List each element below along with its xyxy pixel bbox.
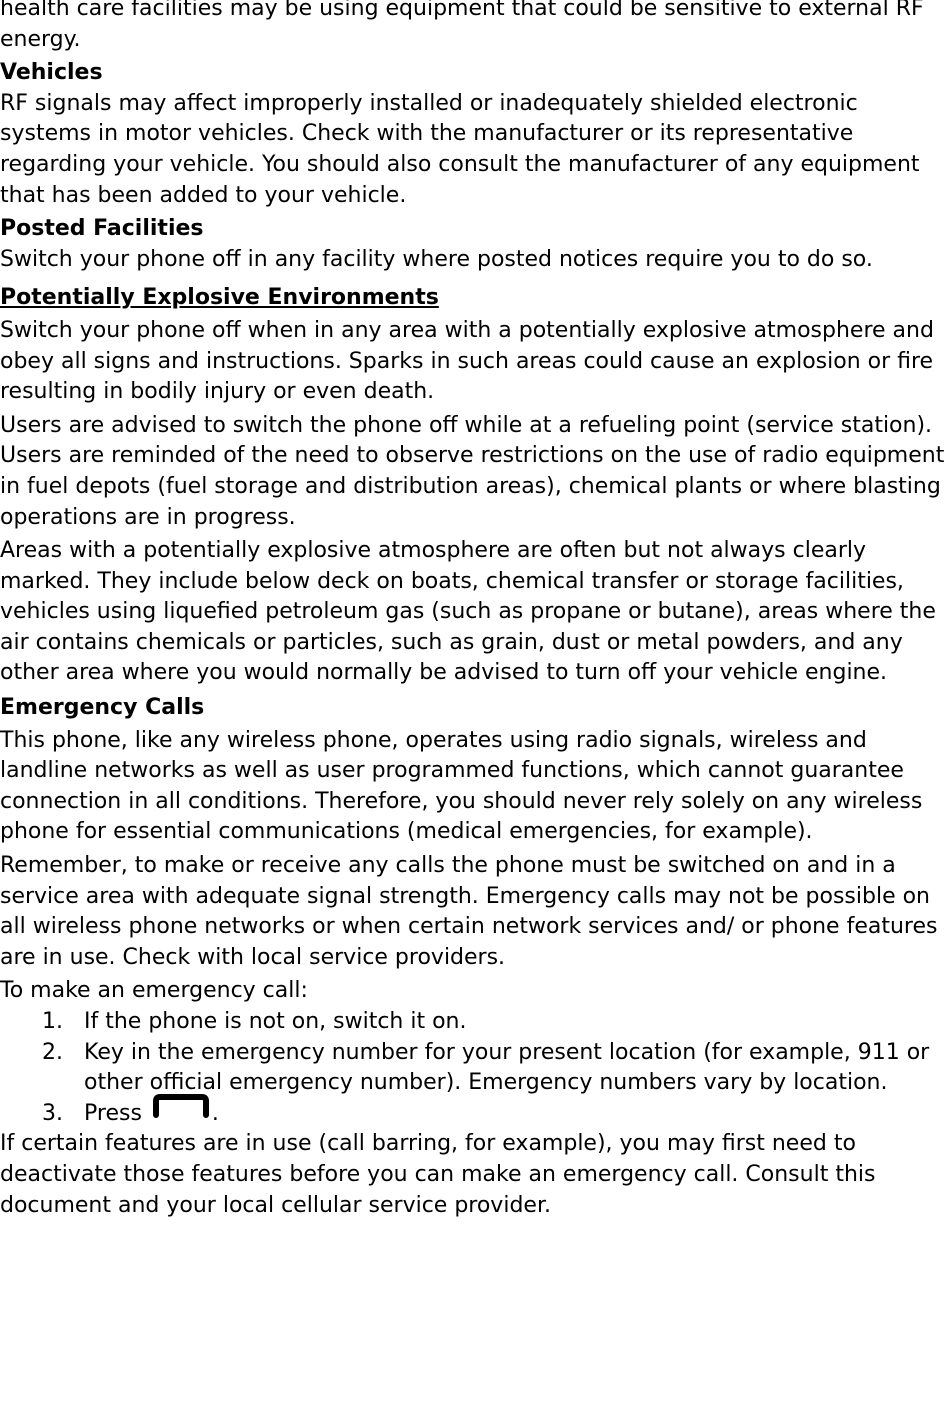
- list-item-number: 3.: [42, 1100, 63, 1126]
- emergency-paragraph-2: Remember, to make or receive any calls the phone must be switched on and in a service area with adequate signal strength. Emergency calls may not be possible on all wireless phone networks or when certain network services and/ or phone features are in use. Check with local service providers.: [0, 853, 938, 970]
- list-item-text: Press: [84, 1100, 142, 1126]
- list-item-text: If the phone is not on, switch it on.: [84, 1009, 467, 1034]
- list-item: [0, 1099, 946, 1130]
- explosive-paragraph-2: Users are advised to switch the phone off while at a refueling point (service station). Users are reminded of the need to observe restrictions on the use of radio equipment in fuel depots (fuel storage and distribution areas), chemical plants or where blasting operations are in progress.: [0, 412, 945, 530]
- list-item-number: 1.: [42, 1009, 63, 1034]
- emergency-calls-heading: Emergency Calls: [0, 695, 205, 721]
- explosive-environments-heading: Potentially Explosive Environments: [0, 285, 439, 311]
- emergency-steps-list: [0, 1007, 946, 1129]
- emergency-paragraph-1: This phone, like any wireless phone, operates using radio signals, wireless and landline networks as well as user programmed functions, which cannot guarantee connection in all conditions. Therefore, you should never rely solely on any wireless phone for essential communications (medical emergencies, for example).: [0, 727, 923, 845]
- send-key-icon: [150, 1091, 212, 1119]
- explosive-paragraph-3: Areas with a potentially explosive atmosphere are often but not always clearly marked. They include below deck on boats, chemical transfer or storage facilities, vehicles using liquefied petroleum gas (such as propane or butane), areas where the air contains chemicals or particles, such as grain, dust or metal powders, and any other area where you would normally be advised to turn off your vehicle engine.: [0, 538, 936, 686]
- vehicles-heading: Vehicles: [0, 60, 103, 86]
- explosive-paragraph-1: Switch your phone off when in any area with a potentially explosive atmosphere and obey all signs and instructions. Sparks in such areas could cause an explosion or fire resulting in bodily injury or even death.: [0, 317, 934, 405]
- list-item-text: Key in the emergency number for your present location (for example, 911 or other official emergency number). Emergency numbers vary by location.: [84, 1039, 930, 1096]
- list-item: [0, 1038, 946, 1099]
- posted-facilities-text: Switch your phone off in any facility where posted notices require you to do so.: [0, 246, 873, 272]
- emergency-paragraph-4: If certain features are in use (call barring, for example), you may first need to deactivate those features before you can make an emergency call. Consult this document and your local cellular service provider.: [0, 1131, 876, 1218]
- posted-facilities-heading: Posted Facilities: [0, 216, 204, 242]
- intro-text: health care facilities may be using equipment that could be sensitive to external RF energy.: [0, 0, 924, 52]
- list-item-number: 2.: [42, 1039, 63, 1065]
- emergency-paragraph-3: To make an emergency call:: [0, 978, 308, 1004]
- list-item-suffix: .: [211, 1100, 219, 1126]
- vehicles-text: RF signals may affect improperly installed or inadequately shielded electronic systems in motor vehicles. Check with the manufacturer or its representative regarding your vehicle. You should also consult the manufacturer of any equipment that has been added to your vehicle.: [0, 90, 920, 208]
- list-item: [0, 1007, 946, 1038]
